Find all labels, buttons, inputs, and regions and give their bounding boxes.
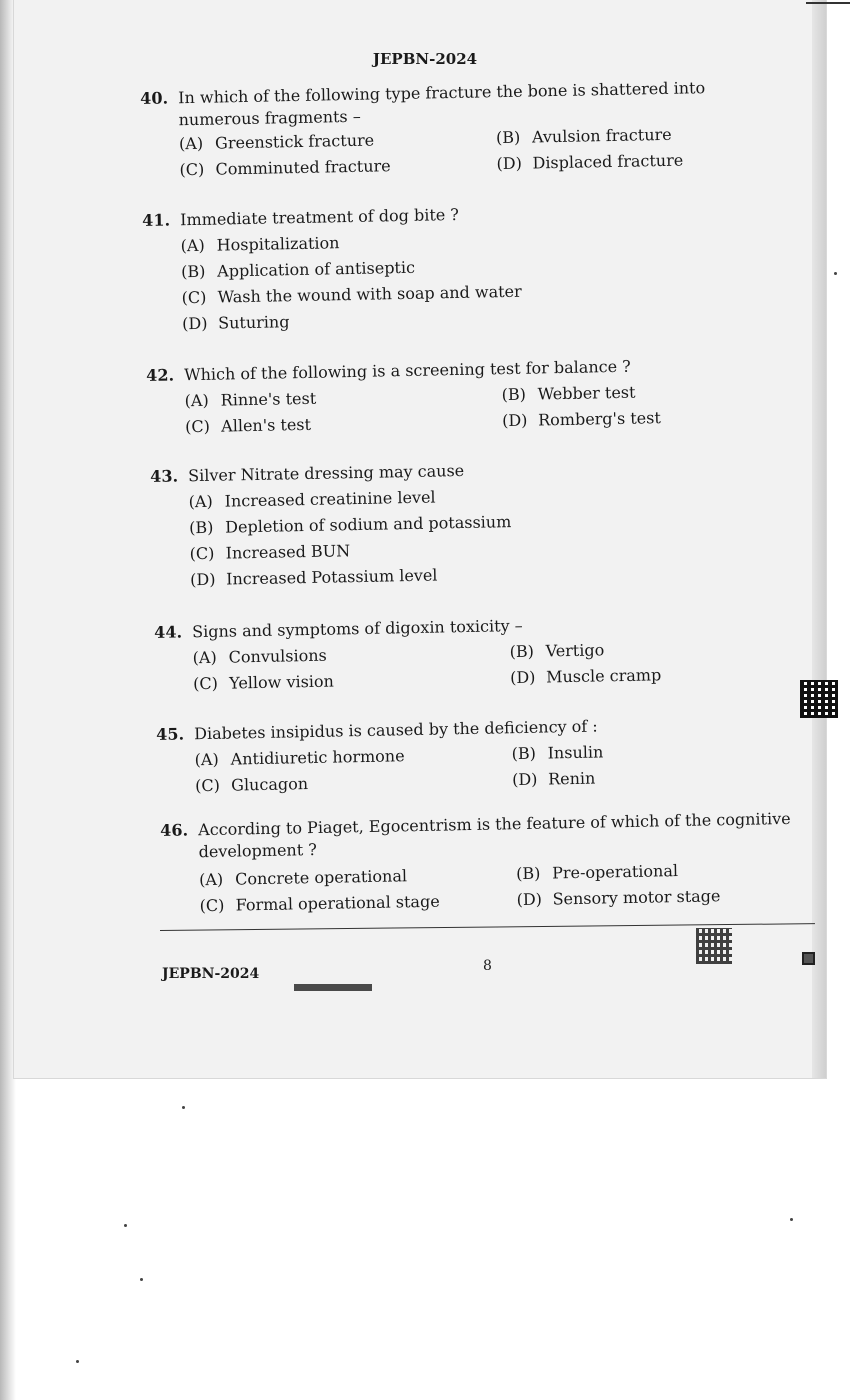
question-40 <box>140 76 792 178</box>
option-a <box>192 645 327 670</box>
option-text: Romberg's test <box>537 408 661 430</box>
option-label: (B) <box>509 641 535 662</box>
option-d <box>510 664 661 689</box>
question-number: 42. <box>146 365 175 385</box>
question-text: Which of the following is a screening test for balance ? <box>184 356 631 385</box>
option-c <box>179 155 390 181</box>
option-label: (D) <box>496 153 523 174</box>
option-d <box>496 150 683 176</box>
option-label: (C) <box>199 895 225 916</box>
option-label: (C) <box>193 673 219 694</box>
question-number: 41. <box>142 210 171 230</box>
option-text: Yellow vision <box>229 671 335 693</box>
option-text: Webber test <box>537 382 636 404</box>
option-d <box>516 885 720 911</box>
question-41 <box>142 198 794 334</box>
option-text: Allen's test <box>221 414 312 436</box>
option-label: (B) <box>495 127 521 148</box>
footer-code: JEPBN-2024 <box>162 966 260 982</box>
option-text: Rinne's test <box>220 388 317 410</box>
option-a <box>180 232 339 257</box>
option-label: (B) <box>515 863 541 884</box>
option-label: (C) <box>179 159 205 180</box>
option-text: Renin <box>547 768 596 789</box>
corner-mark <box>806 2 850 4</box>
page-header: JEPBN-2024 <box>372 50 478 68</box>
option-d <box>502 407 661 432</box>
option-label: (D) <box>182 313 208 334</box>
scan-speck <box>76 1360 79 1363</box>
option-text: Sensory motor stage <box>552 886 721 909</box>
page-number: 8 <box>483 958 492 974</box>
option-text: Application of antiseptic <box>217 257 416 281</box>
question-text: Diabetes insipidus is caused by the deficiency of : <box>194 716 598 744</box>
square-marker-icon <box>802 952 815 965</box>
option-b <box>511 741 603 765</box>
option-label: (A) <box>178 133 204 154</box>
option-label: (D) <box>501 410 528 431</box>
option-c <box>195 773 308 797</box>
question-44 <box>154 610 805 702</box>
option-label: (D) <box>511 769 538 790</box>
scan-speck <box>790 1218 793 1221</box>
option-label: (D) <box>190 569 216 590</box>
question-43 <box>150 454 802 590</box>
question-number: 40. <box>140 88 169 108</box>
option-a <box>179 130 374 156</box>
option-c <box>181 281 521 310</box>
question-text: Silver Nitrate dressing may cause <box>188 460 465 486</box>
option-text: Insulin <box>547 742 604 763</box>
option-text: Comminuted fracture <box>215 156 391 179</box>
option-text: Avulsion fracture <box>531 124 672 147</box>
option-d <box>512 768 596 792</box>
question-number: 43. <box>150 466 179 486</box>
question-text: According to Piaget, Egocentrism is the feature of which of the cognitive development ? <box>198 808 791 862</box>
option-text: Depletion of sodium and potassium <box>225 512 512 537</box>
option-label: (B) <box>181 261 206 282</box>
option-text: Glucagon <box>231 774 309 795</box>
option-text: Increased Potassium level <box>226 565 438 589</box>
option-label: (A) <box>198 869 224 890</box>
scan-speck <box>182 1106 185 1109</box>
option-text: Hospitalization <box>216 233 340 255</box>
option-text: Displaced fracture <box>532 150 684 173</box>
option-b <box>501 382 635 407</box>
scan-speck <box>124 1224 127 1227</box>
scan-speck <box>834 272 837 275</box>
option-text: Pre-operational <box>551 861 679 883</box>
option-label: (C) <box>185 416 211 437</box>
option-c <box>189 540 350 565</box>
question-46 <box>160 808 812 920</box>
option-text: Concrete operational <box>234 866 408 889</box>
option-d <box>182 311 290 335</box>
sheet-edge <box>812 0 826 1078</box>
option-label: (A) <box>184 390 209 411</box>
option-c <box>185 414 311 438</box>
question-number: 46. <box>160 820 189 840</box>
option-a <box>184 388 316 413</box>
option-text: Greenstick fracture <box>214 130 375 153</box>
option-label: (A) <box>188 491 213 512</box>
option-a <box>199 865 407 891</box>
qr-code-icon <box>696 928 732 964</box>
option-text: Convulsions <box>228 645 327 667</box>
scan-speck <box>140 1278 143 1281</box>
option-label: (D) <box>509 667 536 688</box>
barcode-strip <box>294 984 372 991</box>
option-label: (A) <box>180 235 205 256</box>
option-label: (C) <box>195 775 221 796</box>
option-text: Wash the wound with soap and water <box>217 281 522 307</box>
option-b <box>189 511 512 539</box>
option-text: Increased creatinine level <box>224 487 436 511</box>
question-text: Signs and symptoms of digoxin toxicity – <box>192 615 523 642</box>
option-text: Vertigo <box>545 640 605 661</box>
option-b <box>516 860 678 885</box>
option-label: (B) <box>501 384 527 405</box>
question-number: 45. <box>156 724 185 744</box>
option-a <box>188 487 435 514</box>
option-b <box>509 639 604 663</box>
option-label: (A) <box>192 647 217 668</box>
option-c <box>199 891 439 918</box>
option-text: Increased BUN <box>225 541 351 563</box>
option-text: Antidiuretic hormone <box>230 746 405 769</box>
option-label: (B) <box>511 743 537 764</box>
option-b <box>496 124 672 149</box>
option-text: Suturing <box>218 312 290 333</box>
option-text: Formal operational stage <box>235 891 440 915</box>
option-c <box>193 671 334 696</box>
option-label: (C) <box>181 287 207 308</box>
option-label: (D) <box>516 889 543 910</box>
question-text: Immediate treatment of dog bite ? <box>180 204 460 230</box>
option-label: (C) <box>189 543 215 564</box>
question-45 <box>156 712 807 804</box>
option-a <box>194 745 404 771</box>
question-number: 44. <box>154 622 183 642</box>
option-text: Muscle cramp <box>545 665 662 687</box>
option-b <box>181 257 415 283</box>
qr-code-side-icon <box>800 680 838 718</box>
option-label: (B) <box>189 517 214 538</box>
question-42 <box>146 353 797 445</box>
option-label: (A) <box>194 749 219 770</box>
question-text: In which of the following type fracture the bone is shattered into numerous fragments – <box>178 78 706 130</box>
